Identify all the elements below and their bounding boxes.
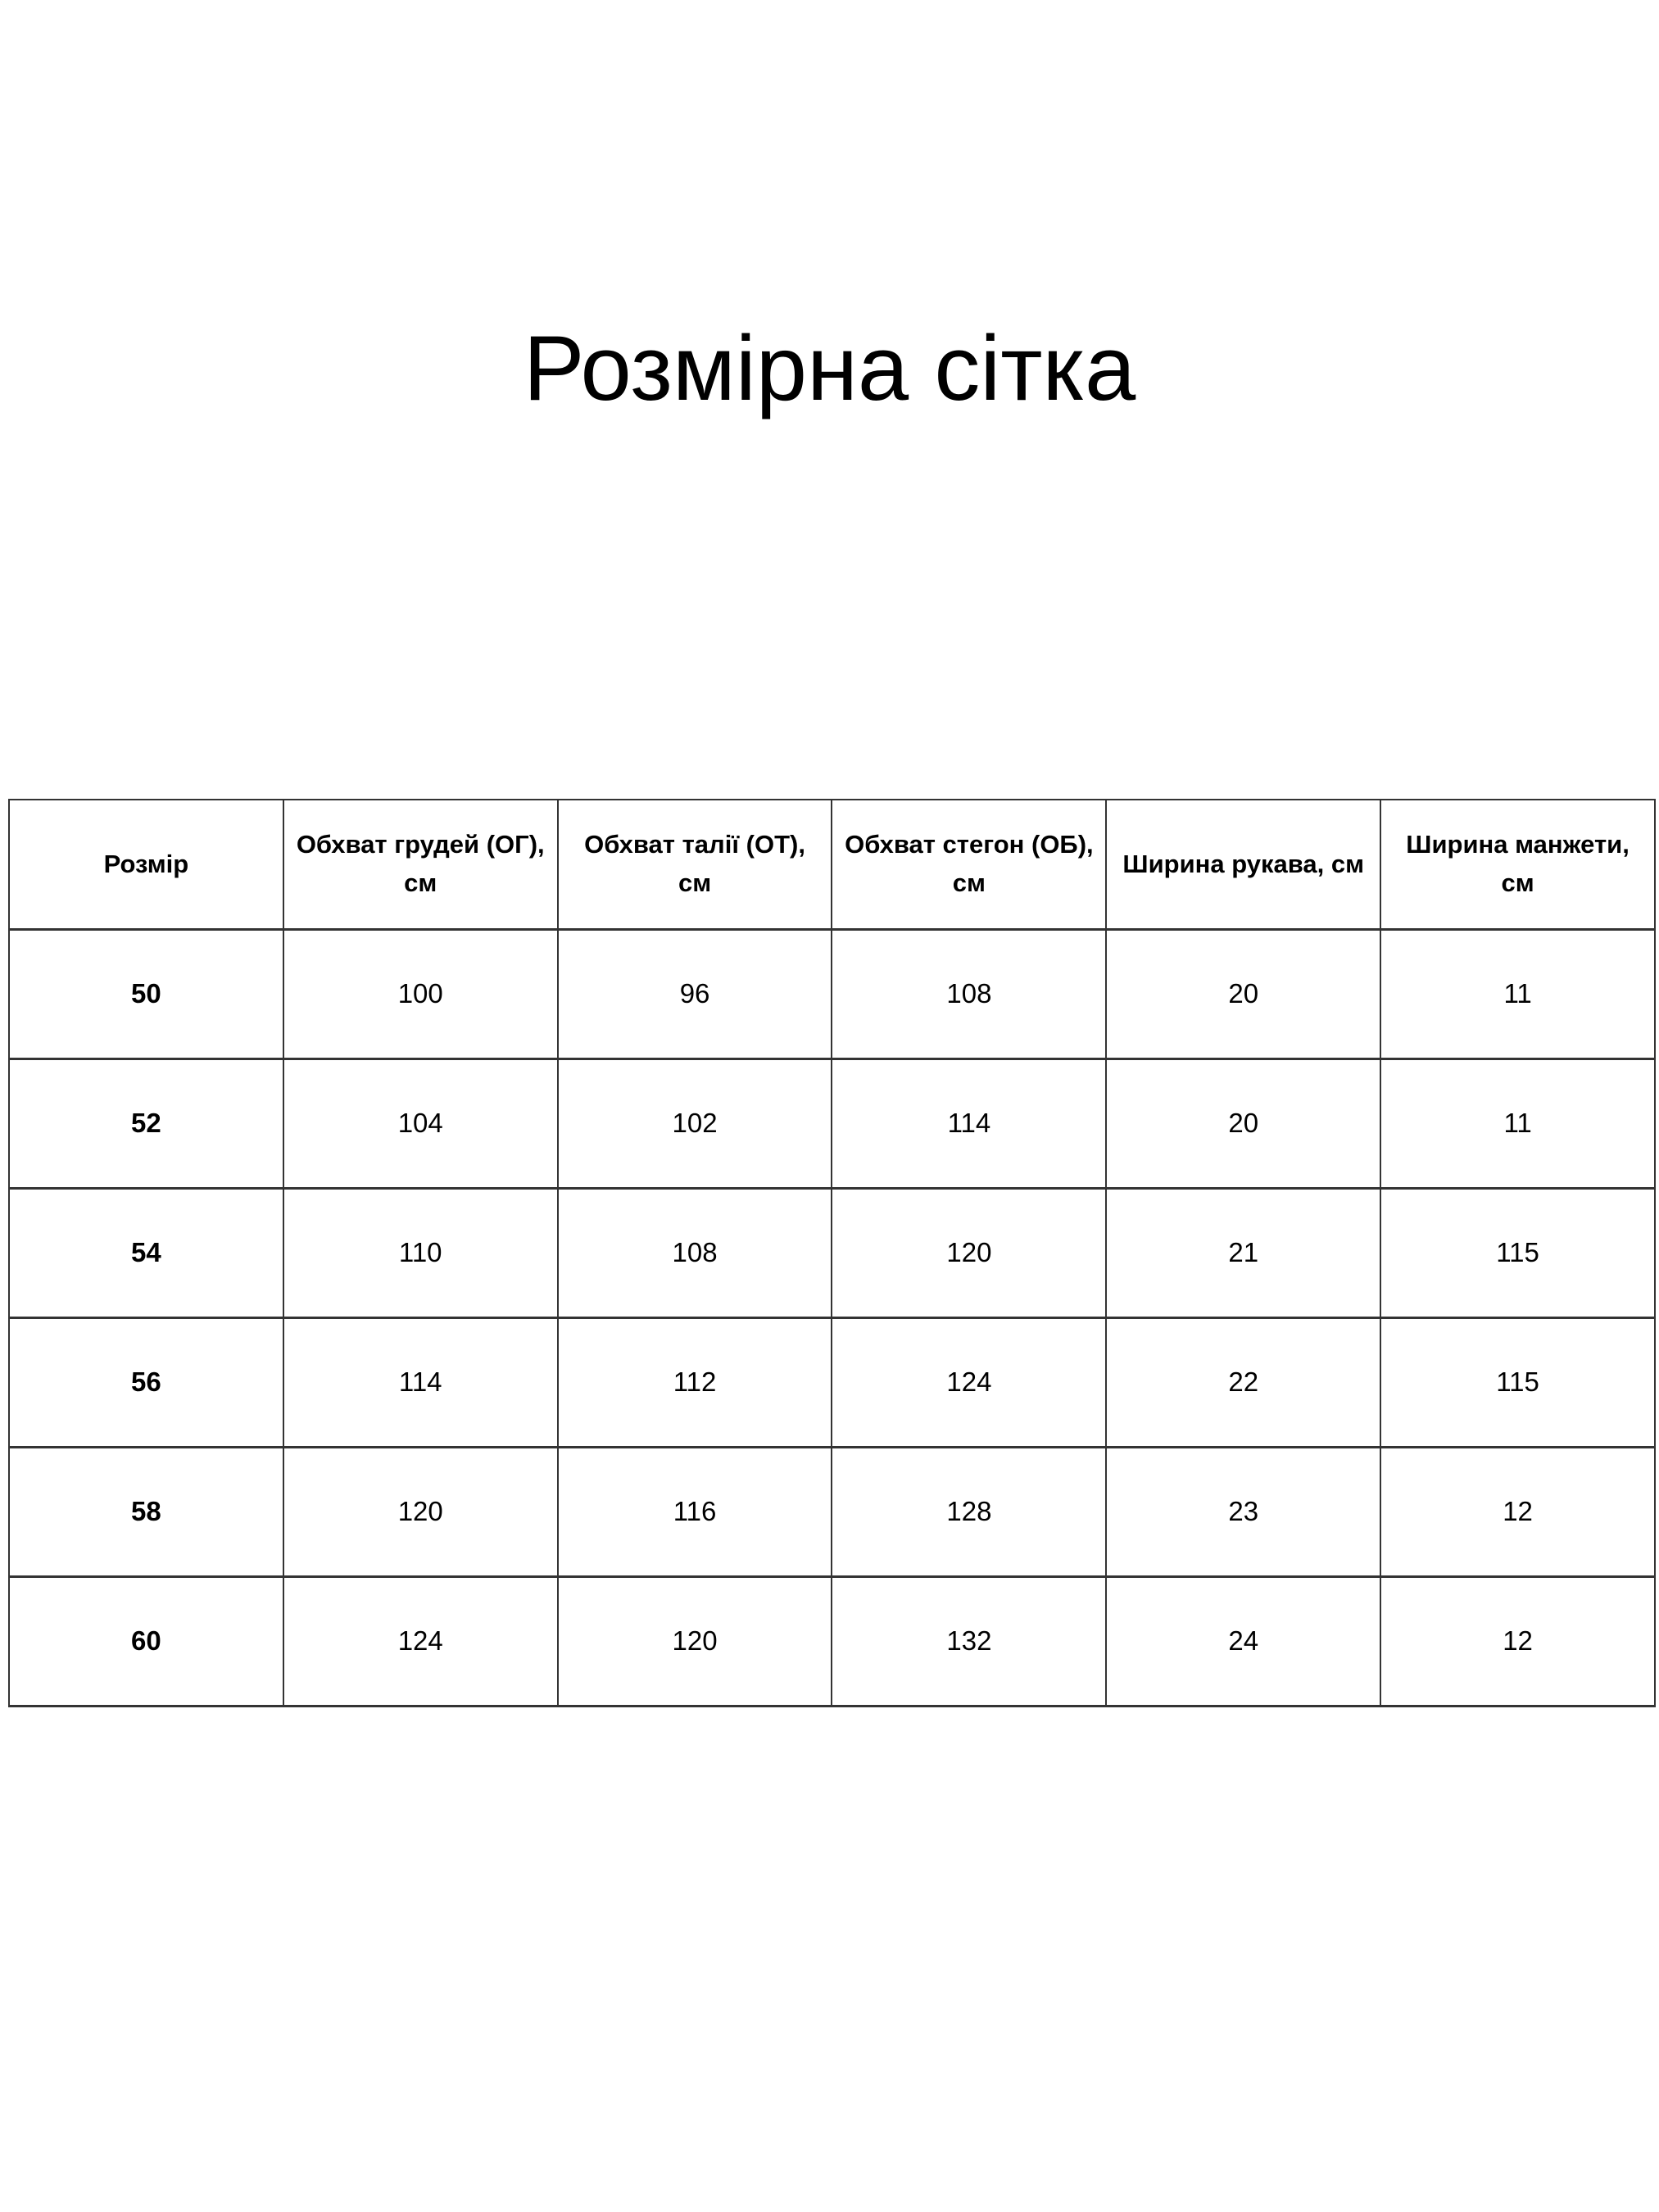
value-cell: 21 xyxy=(1106,1188,1380,1317)
value-cell: 124 xyxy=(283,1576,558,1706)
size-chart-table xyxy=(8,799,1656,1707)
value-cell: 120 xyxy=(283,1447,558,1576)
column-header: Обхват стегон (ОБ), см xyxy=(832,800,1106,929)
size-cell: 52 xyxy=(9,1058,283,1188)
value-cell: 108 xyxy=(832,929,1106,1058)
column-header: Ширина манжети, см xyxy=(1380,800,1655,929)
column-header: Обхват грудей (ОГ), см xyxy=(283,800,558,929)
value-cell: 96 xyxy=(558,929,832,1058)
value-cell: 132 xyxy=(832,1576,1106,1706)
table-row xyxy=(9,1188,1655,1317)
value-cell: 114 xyxy=(832,1058,1106,1188)
value-cell: 22 xyxy=(1106,1317,1380,1447)
value-cell: 12 xyxy=(1380,1576,1655,1706)
table-row xyxy=(9,1317,1655,1447)
table-row xyxy=(9,929,1655,1058)
column-header: Обхват талії (ОТ), см xyxy=(558,800,832,929)
value-cell: 115 xyxy=(1380,1317,1655,1447)
size-chart-header xyxy=(9,800,1655,929)
value-cell: 108 xyxy=(558,1188,832,1317)
header-row xyxy=(9,800,1655,929)
value-cell: 102 xyxy=(558,1058,832,1188)
table-row xyxy=(9,1447,1655,1576)
value-cell: 110 xyxy=(283,1188,558,1317)
value-cell: 11 xyxy=(1380,929,1655,1058)
value-cell: 120 xyxy=(558,1576,832,1706)
value-cell: 24 xyxy=(1106,1576,1380,1706)
table-row xyxy=(9,1576,1655,1706)
value-cell: 20 xyxy=(1106,929,1380,1058)
value-cell: 104 xyxy=(283,1058,558,1188)
value-cell: 128 xyxy=(832,1447,1106,1576)
value-cell: 11 xyxy=(1380,1058,1655,1188)
size-cell: 56 xyxy=(9,1317,283,1447)
value-cell: 23 xyxy=(1106,1447,1380,1576)
value-cell: 116 xyxy=(558,1447,832,1576)
column-header: Розмір xyxy=(9,800,283,929)
size-cell: 54 xyxy=(9,1188,283,1317)
value-cell: 100 xyxy=(283,929,558,1058)
value-cell: 120 xyxy=(832,1188,1106,1317)
value-cell: 12 xyxy=(1380,1447,1655,1576)
value-cell: 20 xyxy=(1106,1058,1380,1188)
table-row xyxy=(9,1058,1655,1188)
value-cell: 112 xyxy=(558,1317,832,1447)
value-cell: 124 xyxy=(832,1317,1106,1447)
size-cell: 60 xyxy=(9,1576,283,1706)
size-cell: 50 xyxy=(9,929,283,1058)
page-title: Розмірна сітка xyxy=(523,317,1136,419)
value-cell: 115 xyxy=(1380,1188,1655,1317)
column-header: Ширина рукава, см xyxy=(1106,800,1380,929)
value-cell: 114 xyxy=(283,1317,558,1447)
size-chart-body xyxy=(9,929,1655,1706)
size-cell: 58 xyxy=(9,1447,283,1576)
